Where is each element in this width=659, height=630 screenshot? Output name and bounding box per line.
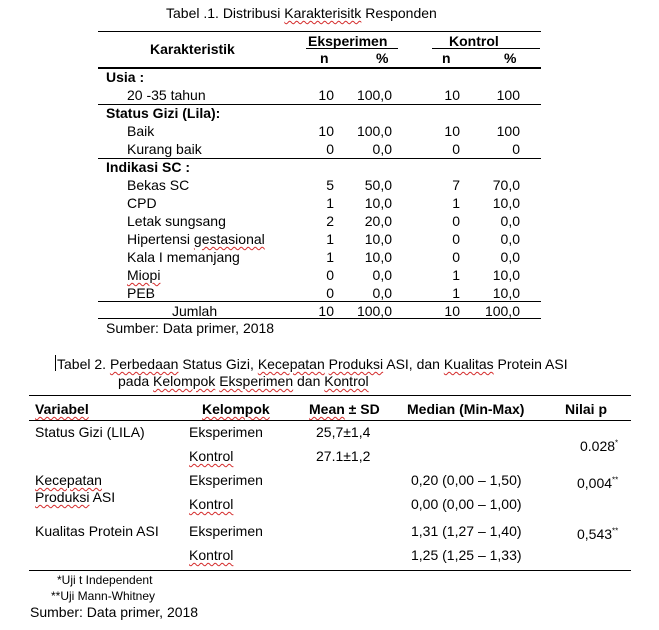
row-kelompok-eksperimen: Eksperimen	[189, 424, 263, 440]
row-n-eksperimen: 2	[326, 213, 334, 229]
header-eksperimen: Eksperimen	[308, 33, 388, 49]
row-n-eksperimen: 1	[326, 249, 334, 265]
total-n-eksperimen: 10	[318, 303, 334, 319]
table2-header-rule	[29, 420, 631, 421]
row-percent-eksperimen: 10,0	[364, 195, 392, 211]
row-percent-kontrol: 70,0	[492, 177, 520, 193]
total-label: Jumlah	[172, 303, 218, 319]
table1-header-rule	[98, 67, 541, 69]
table1-bottom-rule	[98, 318, 541, 319]
row-percent-kontrol: 0,0	[500, 231, 520, 247]
row-p-value: 0,004**	[577, 475, 619, 491]
header-kelompok: Kelompok	[202, 401, 270, 417]
group-label-indikasi-sc: Indikasi SC :	[106, 159, 191, 175]
row-p-value: 0.028*	[580, 438, 619, 454]
row-n-kontrol: 1	[452, 267, 460, 283]
row-percent-eksperimen: 50,0	[364, 177, 392, 193]
table2-caption-line1: Tabel 2. Perbedaan Status Gizi, Kecepatan Produksi ASI, dan Kualitas Protein ASI	[57, 356, 568, 372]
total-n-kontrol: 10	[444, 303, 460, 319]
row-median-eksperimen: 0,20 (0,00 – 1,50)	[411, 472, 522, 488]
table2-source: Sumber: Data primer, 2018	[30, 604, 199, 620]
header-eksperimen-rule	[306, 48, 398, 49]
row-median-kontrol: 1,25 (1,25 – 1,33)	[411, 547, 522, 563]
row-kelompok-eksperimen: Eksperimen	[189, 523, 263, 539]
row-percent-eksperimen: 0,0	[372, 285, 392, 301]
row-label: Hipertensi gestasional	[127, 231, 265, 247]
row-mean-sd-eksperimen: 25,7±1,4	[316, 424, 371, 440]
row-n-eksperimen: 1	[326, 195, 334, 211]
row-percent-kontrol: 100	[496, 123, 520, 139]
row-label: Letak sungsang	[127, 213, 226, 229]
row-percent-eksperimen: 0,0	[372, 267, 392, 283]
header-median: Median (Min-Max)	[407, 401, 525, 417]
row-label: Bekas SC	[127, 177, 190, 193]
row-variabel: Kualitas Protein ASI	[35, 523, 159, 539]
footnote-mann-whitney: **Uji Mann-Whitney	[51, 589, 156, 603]
total-percent-kontrol: 100,0	[484, 303, 520, 319]
row-p-value: 0,543**	[577, 526, 619, 542]
header-nilai-p: Nilai p	[565, 401, 608, 417]
footnote-t-test: *Uji t Independent	[57, 573, 153, 587]
table2-caption-line2: pada Kelompok Eksperimen dan Kontrol	[118, 373, 369, 389]
row-percent-kontrol: 0,0	[500, 213, 520, 229]
row-label: Kurang baik	[127, 141, 202, 157]
row-kelompok-kontrol: Kontrol	[189, 448, 234, 464]
row-n-eksperimen: 0	[326, 141, 334, 157]
table1-source: Sumber: Data primer, 2018	[106, 320, 275, 336]
table2-top-rule	[29, 395, 631, 396]
row-label: Baik	[127, 123, 155, 139]
header-n-kontrol: n	[442, 50, 451, 66]
row-median-eksperimen: 1,31 (1,27 – 1,40)	[411, 523, 522, 539]
row-percent-kontrol: 0,0	[500, 249, 520, 265]
row-kelompok-eksperimen: Eksperimen	[189, 472, 263, 488]
row-n-eksperimen: 0	[326, 267, 334, 283]
group-label-status-gizi: Status Gizi (Lila):	[106, 105, 221, 121]
header-variabel: Variabel	[35, 401, 89, 417]
row-n-kontrol: 0	[452, 141, 460, 157]
total-rule	[98, 301, 541, 302]
row-percent-kontrol: 0	[512, 141, 520, 157]
row-n-eksperimen: 5	[326, 177, 334, 193]
row-percent-eksperimen: 100,0	[356, 87, 392, 103]
row-n-eksperimen: 1	[326, 231, 334, 247]
header-percent-kontrol: %	[504, 50, 517, 66]
row-label: 20 -35 tahun	[127, 87, 206, 103]
group-label-usia: Usia :	[106, 69, 145, 85]
row-percent-kontrol: 100	[496, 87, 520, 103]
row-kelompok-kontrol: Kontrol	[189, 547, 234, 563]
table1-top-rule	[98, 31, 541, 32]
row-percent-eksperimen: 20,0	[364, 213, 392, 229]
row-mean-sd-kontrol: 27.1±1,2	[316, 448, 371, 464]
row-n-eksperimen: 10	[318, 123, 334, 139]
total-percent-eksperimen: 100,0	[356, 303, 392, 319]
row-percent-eksperimen: 0,0	[372, 141, 392, 157]
header-kontrol: Kontrol	[449, 33, 499, 49]
row-variabel-line2: Produksi ASI	[35, 489, 116, 505]
row-percent-kontrol: 10,0	[492, 195, 520, 211]
row-n-kontrol: 10	[444, 123, 460, 139]
row-percent-eksperimen: 100,0	[356, 123, 392, 139]
row-label: Miopi	[127, 267, 161, 283]
header-n-eksperimen: n	[320, 50, 329, 66]
row-n-kontrol: 1	[452, 285, 460, 301]
row-n-kontrol: 7	[452, 177, 460, 193]
header-mean-sd: Mean ± SD	[309, 401, 380, 417]
row-n-kontrol: 0	[452, 213, 460, 229]
row-n-kontrol: 0	[452, 231, 460, 247]
row-n-eksperimen: 0	[326, 285, 334, 301]
header-percent-eksperimen: %	[376, 50, 389, 66]
table1-caption: Tabel .1. Distribusi Karakterisitk Responden	[166, 5, 437, 21]
row-n-kontrol: 0	[452, 249, 460, 265]
row-n-kontrol: 1	[452, 195, 460, 211]
row-kelompok-kontrol: Kontrol	[189, 496, 234, 512]
table2-bottom-rule	[29, 570, 631, 571]
header-karakteristik: Karakteristik	[150, 41, 235, 57]
row-label: PEB	[127, 285, 156, 301]
row-percent-eksperimen: 10,0	[364, 231, 392, 247]
row-variabel: Status Gizi (LILA)	[35, 424, 145, 440]
row-label: CPD	[127, 195, 157, 211]
header-kontrol-rule	[432, 48, 540, 49]
row-percent-eksperimen: 10,0	[364, 249, 392, 265]
row-percent-kontrol: 10,0	[492, 285, 520, 301]
row-n-kontrol: 10	[444, 87, 460, 103]
row-variabel: Kecepatan	[35, 472, 102, 488]
table2-caption-cursor	[55, 355, 56, 371]
row-percent-kontrol: 10,0	[492, 267, 520, 283]
row-n-eksperimen: 10	[318, 87, 334, 103]
row-median-kontrol: 0,00 (0,00 – 1,00)	[411, 496, 522, 512]
row-label: Kala I memanjang	[127, 249, 240, 265]
